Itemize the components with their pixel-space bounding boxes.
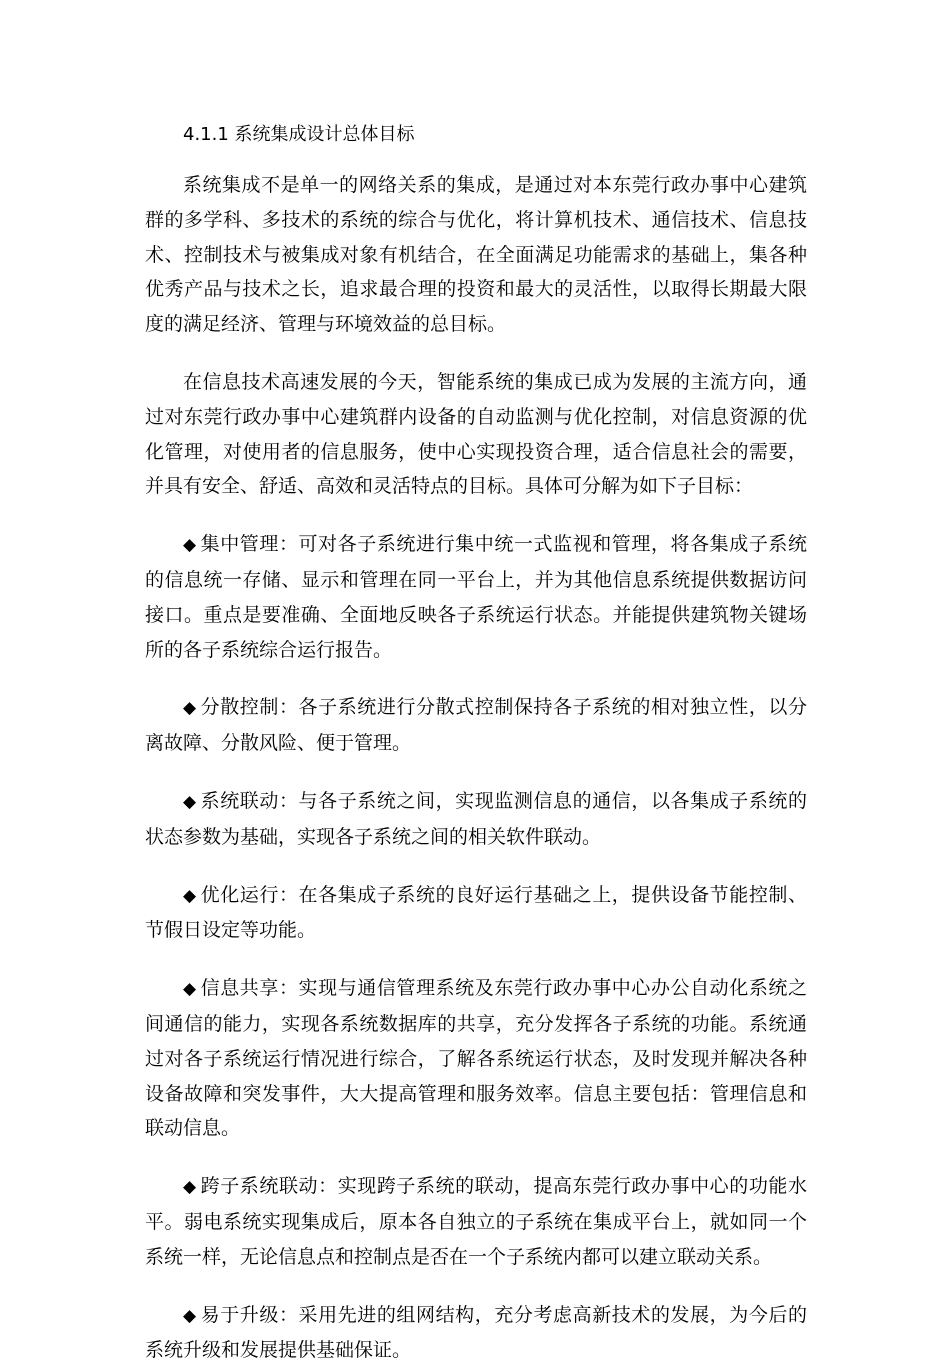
diamond-bullet-icon: ◆ — [183, 1305, 197, 1326]
bullet-item-information-sharing — [145, 971, 807, 1146]
bullet-item-distributed-control — [145, 690, 807, 761]
paragraph-goals: 在信息技术高速发展的今天，智能系统的集成已成为发展的主流方向，通过对东莞行政办事中心建筑群内设备的自动监测与优化控制，对信息资源的优化管理，对使用者的信息服务，使中心实现投资合理，适合信息社会的需要，并具有安全、舒适、高效和灵活特点的目标。具体可分解为如下子目标： — [145, 370, 807, 498]
bullet-item-optimized-operation — [145, 878, 807, 949]
diamond-bullet-icon: ◆ — [183, 791, 197, 812]
bullet-item-centralized-management — [145, 527, 807, 667]
bullet-text: 优化运行：在各集成子系统的良好运行基础之上，提供设备节能控制、节假日设定等功能。 — [145, 883, 807, 942]
bullet-text: 系统联动：与各子系统之间，实现监测信息的通信，以各集成子系统的状态参数为基础，实现各子系统之间的相关软件联动。 — [145, 789, 807, 848]
bullet-text: 集中管理：可对各子系统进行集中统一式监视和管理，将各集成子系统的信息统一存储、显示和管理在同一平台上，并为其他信息系统提供数据访问接口。重点是要准确、全面地反映各子系统运行状态。并能提供建筑物关键场所的各子系统综合运行报告。 — [145, 533, 807, 661]
diamond-bullet-icon: ◆ — [183, 698, 197, 719]
bullet-item-system-linkage — [145, 784, 807, 855]
diamond-bullet-icon: ◆ — [183, 1177, 197, 1198]
document-body — [145, 118, 807, 1368]
bullet-text: 易于升级：采用先进的组网结构，充分考虑高新技术的发展，为今后的系统升级和发展提供基础保证。 — [145, 1303, 807, 1362]
bullet-text: 分散控制：各子系统进行分散式控制保持各子系统的相对独立性，以分离故障、分散风险、便于管理。 — [145, 696, 807, 755]
paragraph-intro: 系统集成不是单一的网络关系的集成，是通过对本东莞行政办事中心建筑群的多学科、多技术的系统的综合与优化，将计算机技术、通信技术、信息技术、控制技术与被集成对象有机结合，在全面满足功能需求的基础上，集各种优秀产品与技术之长，追求最合理的投资和最大的灵活性，以取得长期最大限度的满足经济、管理与环境效益的总目标。 — [145, 174, 807, 336]
diamond-bullet-icon: ◆ — [183, 979, 197, 1000]
bullet-text: 跨子系统联动：实现跨子系统的联动，提高东莞行政办事中心的功能水平。弱电系统实现集成后，原本各自独立的子系统在集成平台上，就如同一个系统一样，无论信息点和控制点是否在一个子系统内都可以建立联动关系。 — [145, 1175, 807, 1268]
diamond-bullet-icon: ◆ — [183, 885, 197, 906]
bullet-item-cross-subsystem-linkage — [145, 1169, 807, 1274]
bullet-text: 信息共享：实现与通信管理系统及东莞行政办事中心办公自动化系统之间通信的能力，实现各系统数据库的共享，充分发挥各子系统的功能。系统通过对各子系统运行情况进行综合，了解各系统运行状态，及时发现并解决各种设备故障和突发事件，大大提高管理和服务效率。信息主要包括：管理信息和联动信息。 — [145, 977, 807, 1140]
section-heading: 4.1.1 系统集成设计总体目标 — [183, 124, 415, 145]
bullet-item-easy-upgrade — [145, 1298, 807, 1368]
diamond-bullet-icon: ◆ — [183, 535, 197, 556]
